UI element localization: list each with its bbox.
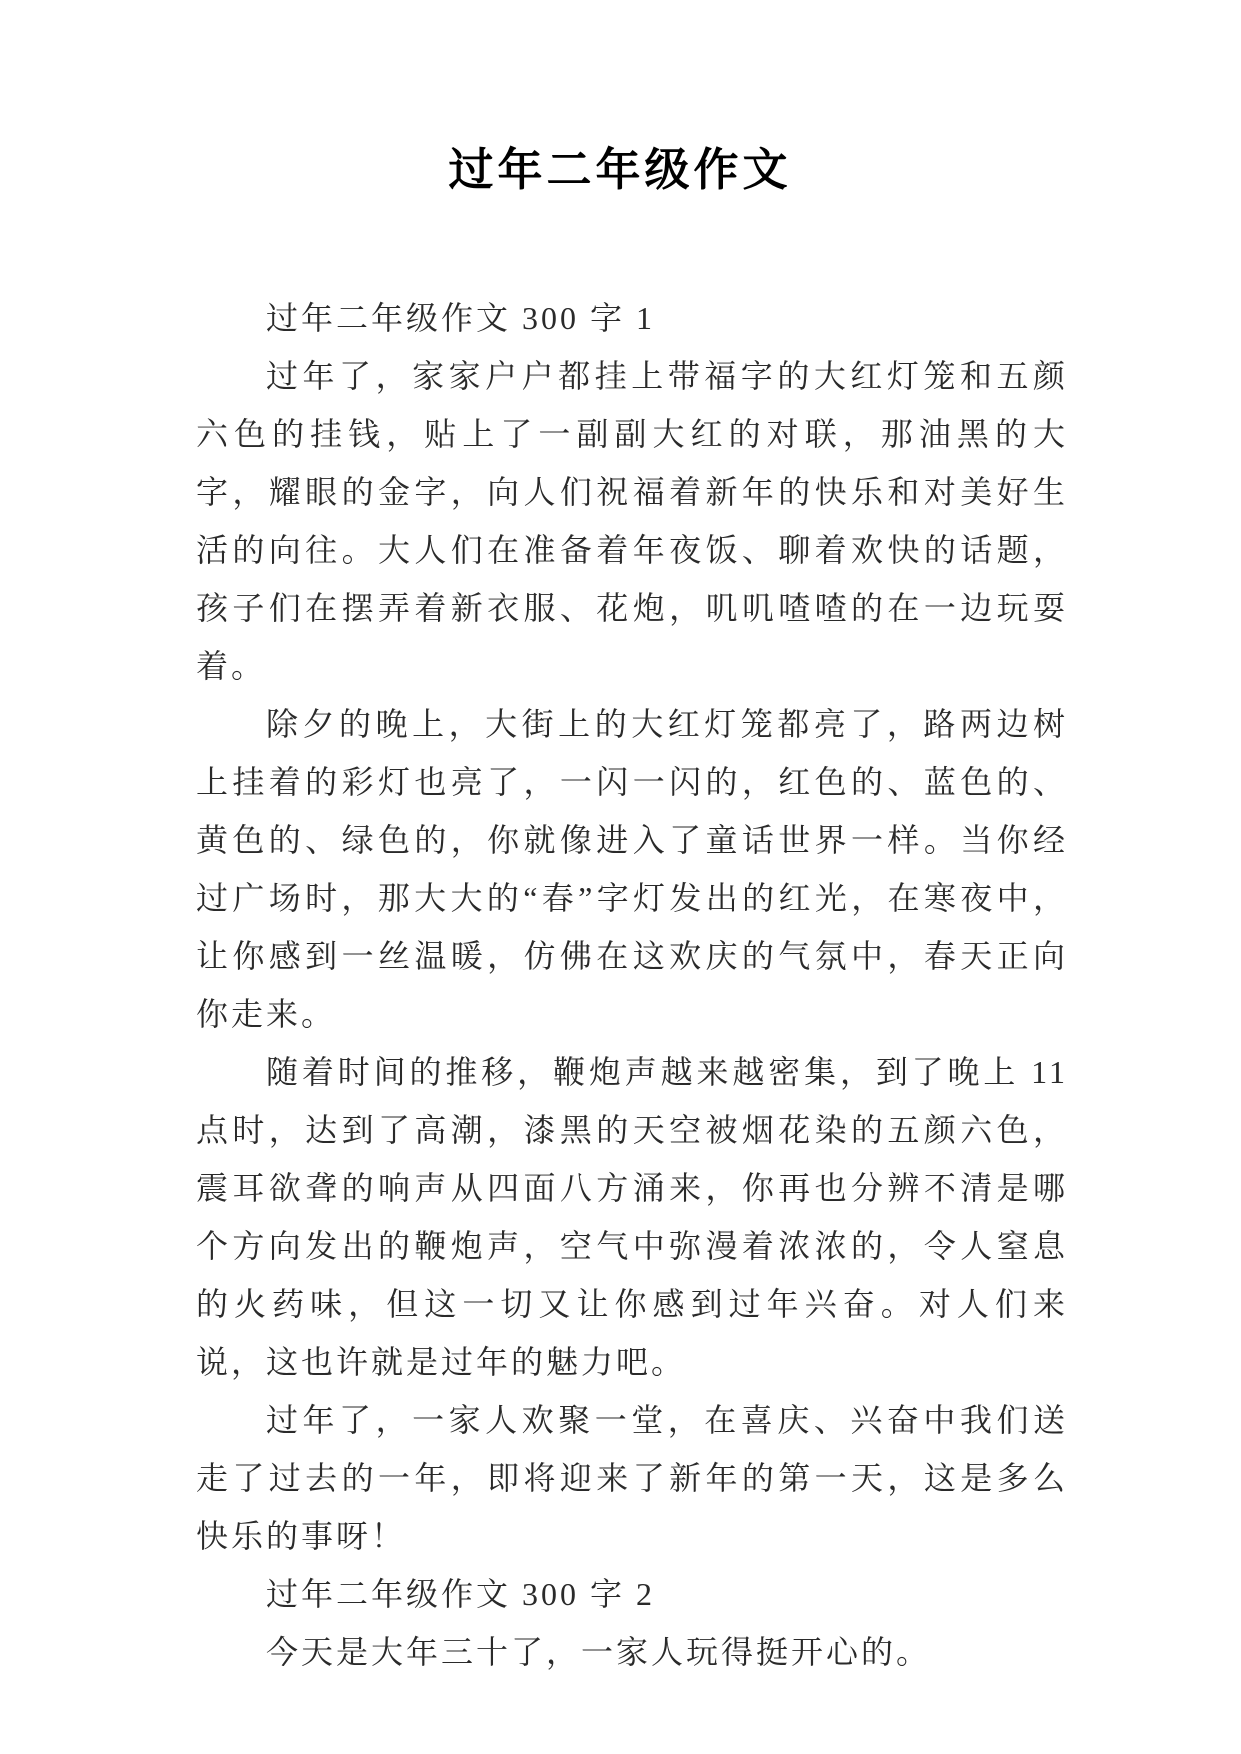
document-title: 过年二年级作文 [448, 143, 792, 196]
paragraph-essay1-firecrackers: 随着时间的推移，鞭炮声越来越密集，到了晚上 11 点时，达到了高潮，漆黑的天空被烟花染的五颜六色，震耳欲聋的响声从四面八方涌来，你再也分辨不清是哪个方向发出的鞭炮声，空气中弥漫着浓浓的，令人窒息的火药味，但这一切又让你感到过年兴奋。对人们来说，这也许就是过年的魅力吧。 [196, 1054, 1068, 1380]
paragraph-essay1-eve: 除夕的晚上，大街上的大红灯笼都亮了，路两边树上挂着的彩灯也亮了，一闪一闪的，红色的、蓝色的、黄色的、绿色的，你就像进入了童话世界一样。当你经过广场时，那大大的“春”字灯发出的红光，在寒夜中，让你感到一丝温暖，仿佛在这欢庆的气氛中，春天正向你走来。 [196, 706, 1068, 1032]
paragraph-essay2-intro: 今天是大年三十了，一家人玩得挺开心的。 [266, 1634, 932, 1670]
paragraph-section-heading-1: 过年二年级作文 300 字 1 [266, 300, 656, 336]
paragraph-section-heading-2: 过年二年级作文 300 字 2 [266, 1576, 656, 1612]
document-body [196, 289, 1068, 1681]
paragraph-essay1-closing: 过年了，一家人欢聚一堂，在喜庆、兴奋中我们送走了过去的一年，即将迎来了新年的第一天，这是多么快乐的事呀！ [196, 1402, 1068, 1554]
paragraph-essay1-intro: 过年了，家家户户都挂上带福字的大红灯笼和五颜六色的挂钱，贴上了一副副大红的对联，那油黑的大字，耀眼的金字，向人们祝福着新年的快乐和对美好生活的向往。大人们在准备着年夜饭、聊着欢快的话题，孩子们在摆弄着新衣服、花炮，叽叽喳喳的在一边玩耍着。 [196, 358, 1068, 684]
